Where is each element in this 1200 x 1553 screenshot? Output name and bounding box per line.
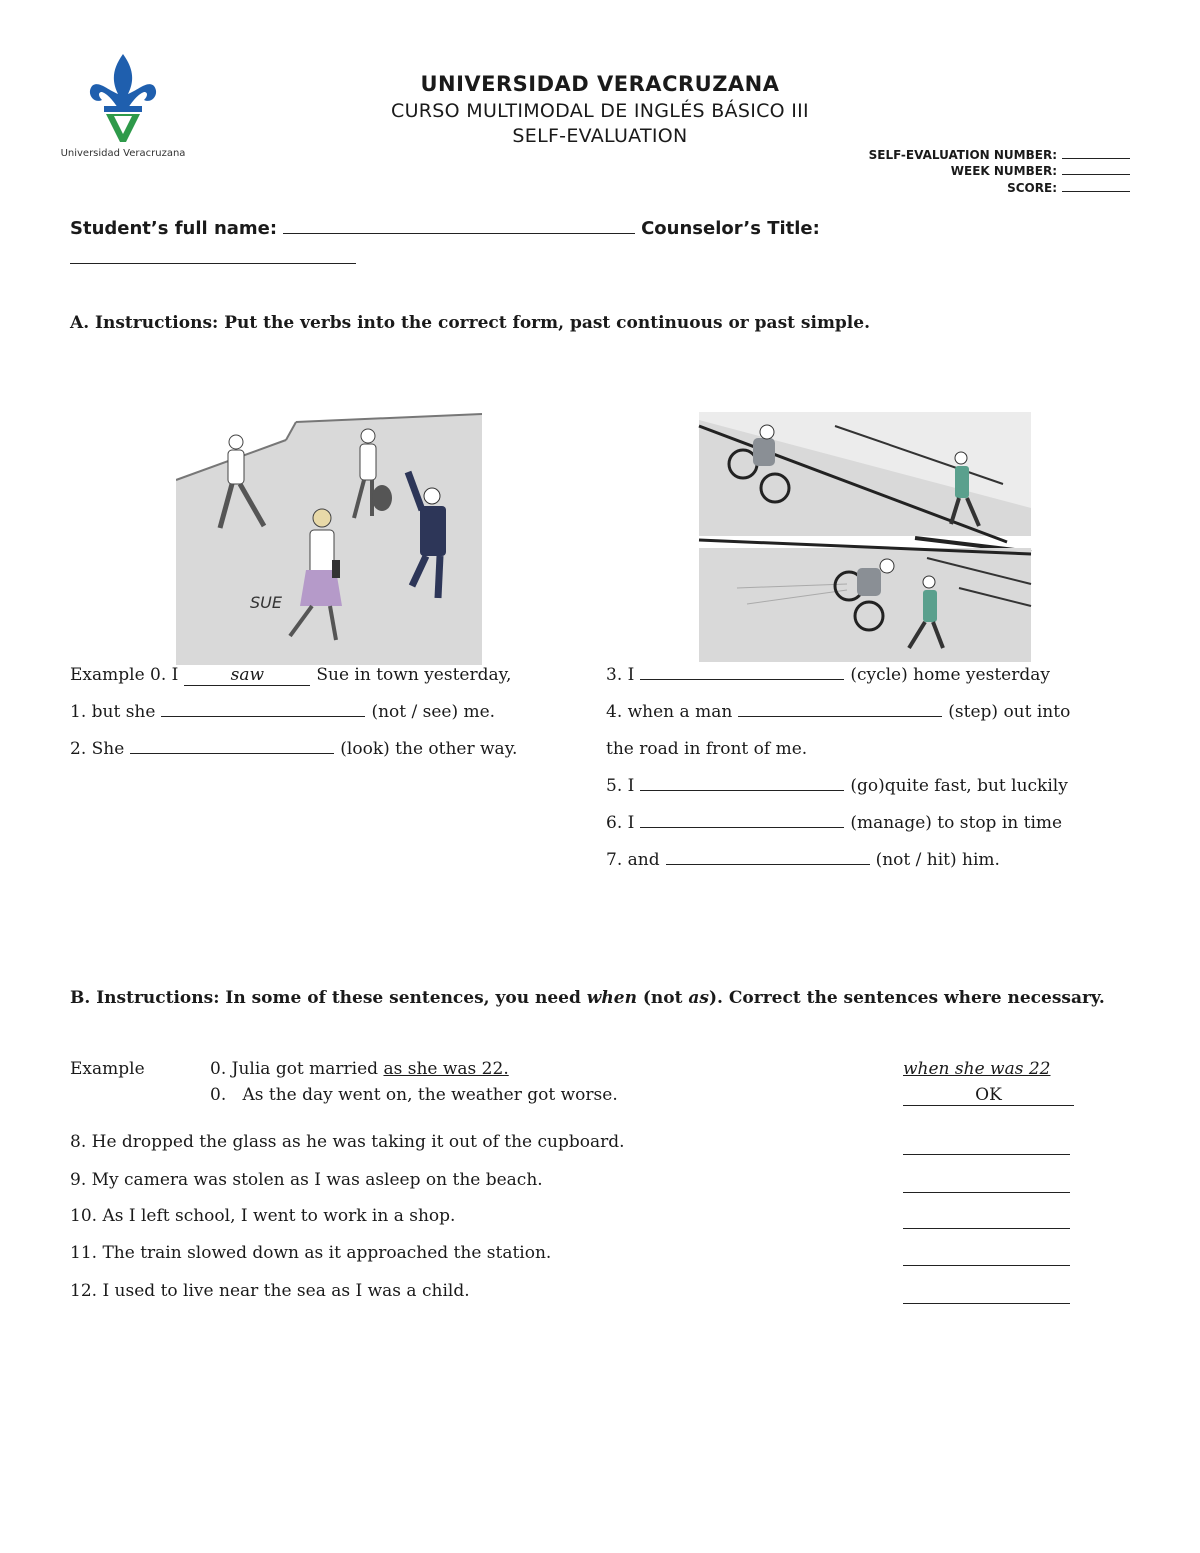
exercise-item-6 (606, 813, 1062, 833)
self-evaluation-number-field (869, 148, 1130, 162)
section-b-instr-as: as (688, 988, 709, 1008)
week-number-field (951, 164, 1130, 178)
example-2-number: 0. (210, 1085, 227, 1105)
item-4-blank[interactable] (738, 715, 942, 717)
score-blank[interactable] (1062, 190, 1130, 192)
example-label: Example (70, 1059, 145, 1079)
exercise-item-4-continuation: the road in front of me. (606, 739, 808, 759)
item-7-after: (not / hit) him. (875, 850, 1000, 870)
counselor-title-blank[interactable] (70, 263, 356, 264)
item-1-after: (not / see) me. (371, 702, 496, 722)
exercise-item-2 (70, 739, 517, 759)
answer-blank-12[interactable] (903, 1302, 1070, 1304)
item-7-before: 7. and (606, 850, 660, 870)
student-name-label: Student’s full name: (70, 218, 278, 239)
section-b-instructions (70, 984, 1130, 1012)
item-1-blank[interactable] (161, 715, 365, 717)
example-answer-1: when she was 22 (903, 1059, 1051, 1079)
item-5-blank[interactable] (640, 789, 844, 791)
sentence-item-10: 10. As I left school, I went to work in a shop. (70, 1206, 456, 1226)
item-2-blank[interactable] (130, 752, 334, 754)
sentence-item-12: 12. I used to live near the sea as I was a child. (70, 1281, 470, 1301)
example-2-text: As the day went on, the weather got worse. (242, 1085, 618, 1105)
item-1-before: 1. but she (70, 702, 156, 722)
exercise-example-0 (70, 665, 511, 686)
week-number-blank[interactable] (1062, 173, 1130, 175)
section-b-instr-2: (not (636, 988, 689, 1008)
item-6-blank[interactable] (640, 826, 844, 828)
score-label: SCORE: (1007, 181, 1057, 195)
answer-blank-10[interactable] (903, 1227, 1070, 1229)
item-4-before: 4. when a man (606, 702, 733, 722)
sentence-item-8: 8. He dropped the glass as he was taking it out of the cupboard. (70, 1132, 625, 1152)
example-1-number: 0. (210, 1059, 227, 1079)
example-0-answer: saw (184, 665, 310, 686)
answer-blank-8[interactable] (903, 1153, 1070, 1155)
section-b-instr-1: B. Instructions: In some of these sentences, you need (70, 988, 587, 1008)
university-title: UNIVERSIDAD VERACRUZANA (420, 72, 780, 96)
item-6-before: 6. I (606, 813, 635, 833)
item-4-after: (step) out into (948, 702, 1071, 722)
exercise-item-7 (606, 850, 1000, 870)
item-5-before: 5. I (606, 776, 635, 796)
counselor-title-label: Counselor’s Title: (641, 218, 820, 239)
self-evaluation-number-label: SELF-EVALUATION NUMBER: (868, 148, 1057, 162)
answer-blank-11[interactable] (903, 1264, 1070, 1266)
score-field (1007, 181, 1130, 195)
example-answer-2: OK (903, 1085, 1074, 1106)
course-title: CURSO MULTIMODAL DE INGLÉS BÁSICO III (391, 100, 809, 122)
section-b-instr-when: when (586, 988, 637, 1008)
street-scene-illustration (176, 410, 482, 665)
logo-caption: Universidad Veracruzana (60, 148, 186, 159)
example-sentence-1 (210, 1059, 509, 1079)
item-3-before: 3. I (606, 665, 635, 685)
cyclist-scene-illustration (697, 408, 1033, 664)
sentence-item-11: 11. The train slowed down as it approached the station. (70, 1243, 552, 1263)
example-sentence-2 (210, 1085, 618, 1105)
week-number-label: WEEK NUMBER: (950, 164, 1057, 178)
item-3-blank[interactable] (640, 678, 844, 680)
item-5-after: (go)quite fast, but luckily (850, 776, 1068, 796)
answer-blank-9[interactable] (903, 1191, 1070, 1193)
section-a-instructions: A. Instructions: Put the verbs into the correct form, past continuous or past simple. (70, 313, 871, 333)
item-7-blank[interactable] (666, 863, 870, 865)
document-title: SELF-EVALUATION (512, 125, 688, 147)
example-0-before: Example 0. I (70, 665, 179, 685)
exercise-item-4 (606, 702, 1070, 722)
example-1-underlined: as she was 22. (383, 1059, 509, 1079)
example-1-text: Julia got married (231, 1059, 384, 1079)
student-info-line (70, 218, 820, 239)
exercise-item-5 (606, 776, 1068, 796)
item-6-after: (manage) to stop in time (850, 813, 1063, 833)
sue-label: SUE (250, 593, 282, 612)
picture-sue-street (176, 410, 482, 665)
section-b-instr-3: ). Correct the sentences where necessary. (709, 988, 1105, 1008)
item-2-before: 2. She (70, 739, 125, 759)
sentence-item-9: 9. My camera was stolen as I was asleep on the beach. (70, 1170, 543, 1190)
exercise-item-1 (70, 702, 495, 722)
item-2-after: (look) the other way. (340, 739, 518, 759)
picture-cyclist-accident (697, 408, 1033, 664)
item-3-after: (cycle) home yesterday (850, 665, 1050, 685)
example-0-after: Sue in town yesterday, (316, 665, 512, 685)
exercise-item-3 (606, 665, 1050, 685)
student-name-blank[interactable] (283, 232, 635, 234)
self-evaluation-number-blank[interactable] (1062, 157, 1130, 159)
